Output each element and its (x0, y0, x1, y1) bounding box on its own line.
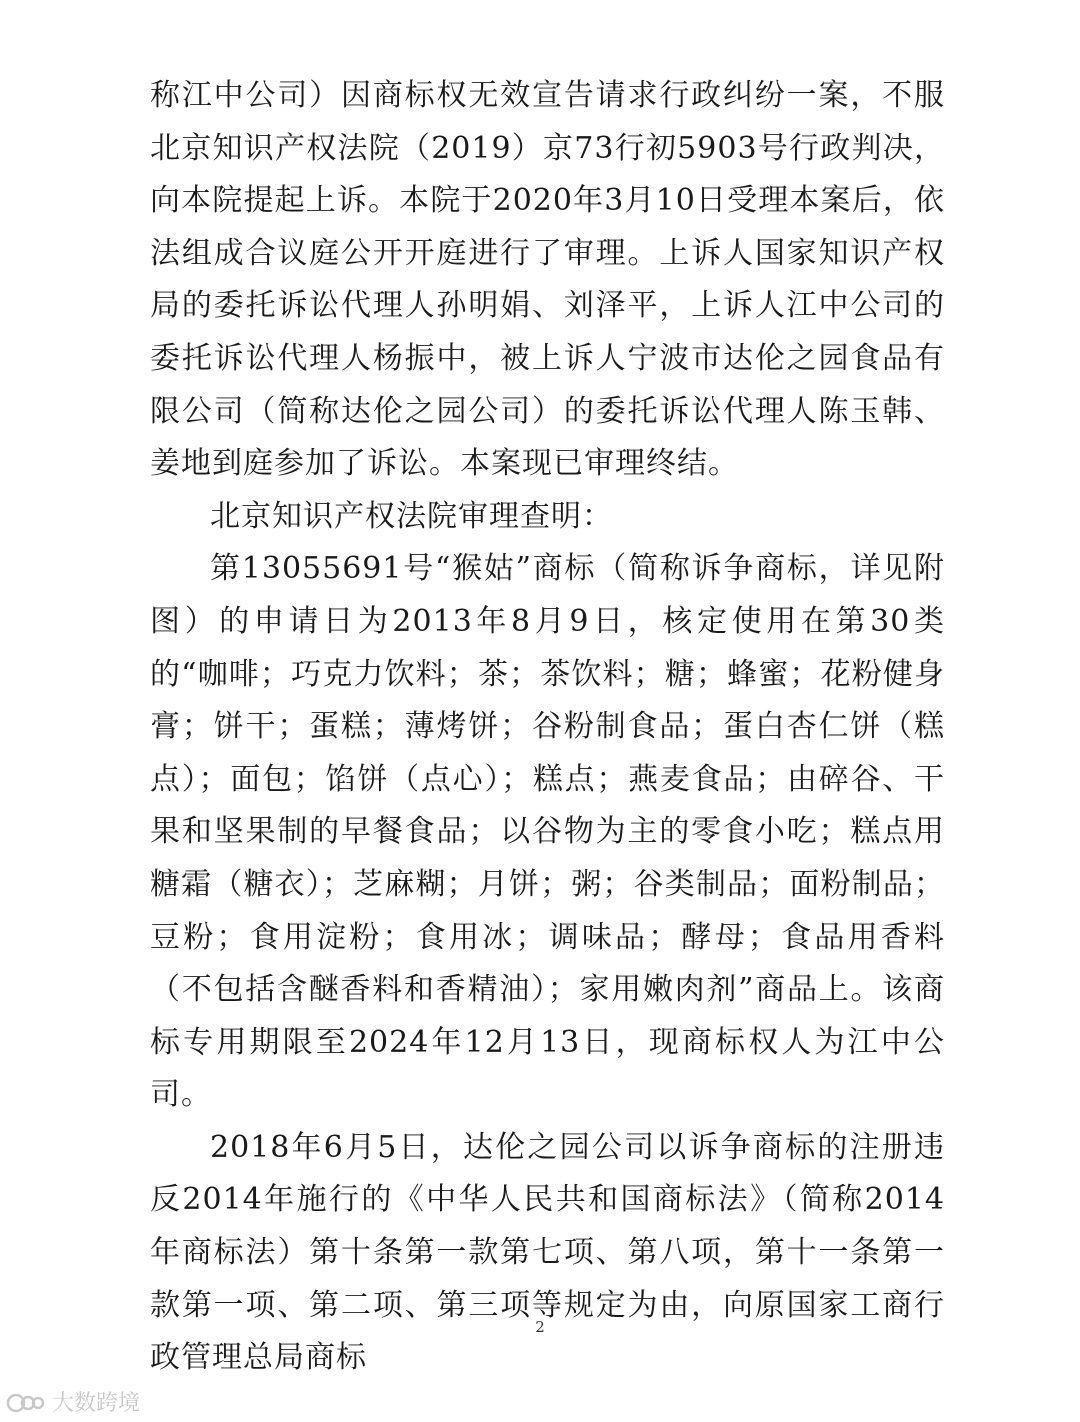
paragraph-findings-heading: 北京知识产权法院审理查明： (210, 498, 613, 534)
watermark-text: 大数跨境 (52, 1391, 141, 1416)
watermark (6, 1386, 140, 1417)
paragraph-case-intro: 称江中公司）因商标权无效宣告请求行政纠纷一案，不服北京知识产权法院（2019）京73行初5903号行政判决，向本院提起上诉。本院于2020年3月10日受理本案后，依法组成合议庭公开开庭进行了审理。上诉人国家知识产权局的委托诉讼代理人孙明娟、刘泽平，上诉人江中公司的委托诉讼代理人杨振中，被上诉人宁波市达伦之园食品有限公司（简称达伦之园公司）的委托诉讼代理人陈玉韩、姜地到庭参加了诉讼。本案现已审理终结。 (150, 78, 945, 482)
paragraph-invalidation-request: 2018年6月5日，达伦之园公司以诉争商标的注册违反2014年施行的《中华人民共和国商标法》（简称2014年商标法）第十条第一款第七项、第八项，第十一条第一款第一项、第二项、第三项等规定为由，向原国家工商行政管理总局商标 (150, 1129, 945, 1376)
brand-logo-icon (6, 1389, 46, 1415)
paragraph-trademark-details: 第13055691号“猴姑”商标（简称诉争商标，详见附图）的申请日为2013年8月9日，核定使用在第30类的“咖啡；巧克力饮料；茶；茶饮料；糖；蜂蜜；花粉健身膏；饼干；蛋糕；薄烤饼；谷粉制食品；蛋白杏仁饼（糕点）；面包；馅饼（点心）；糕点；燕麦食品；由碎谷、干果和坚果制的早餐食品；以谷物为主的零食小吃；糕点用糖霜（糖衣）；芝麻糊；月饼；粥；谷类制品；面粉制品；豆粉；食用淀粉；食用冰；调味品；酵母；食品用香料（不包括含醚香料和香精油）；家用嫩肉剂”商品上。该商标专用期限至2024年12月13日，现商标权人为江中公司。 (150, 551, 945, 1113)
page-number: 2 (535, 1318, 545, 1336)
document-body (150, 70, 945, 1385)
